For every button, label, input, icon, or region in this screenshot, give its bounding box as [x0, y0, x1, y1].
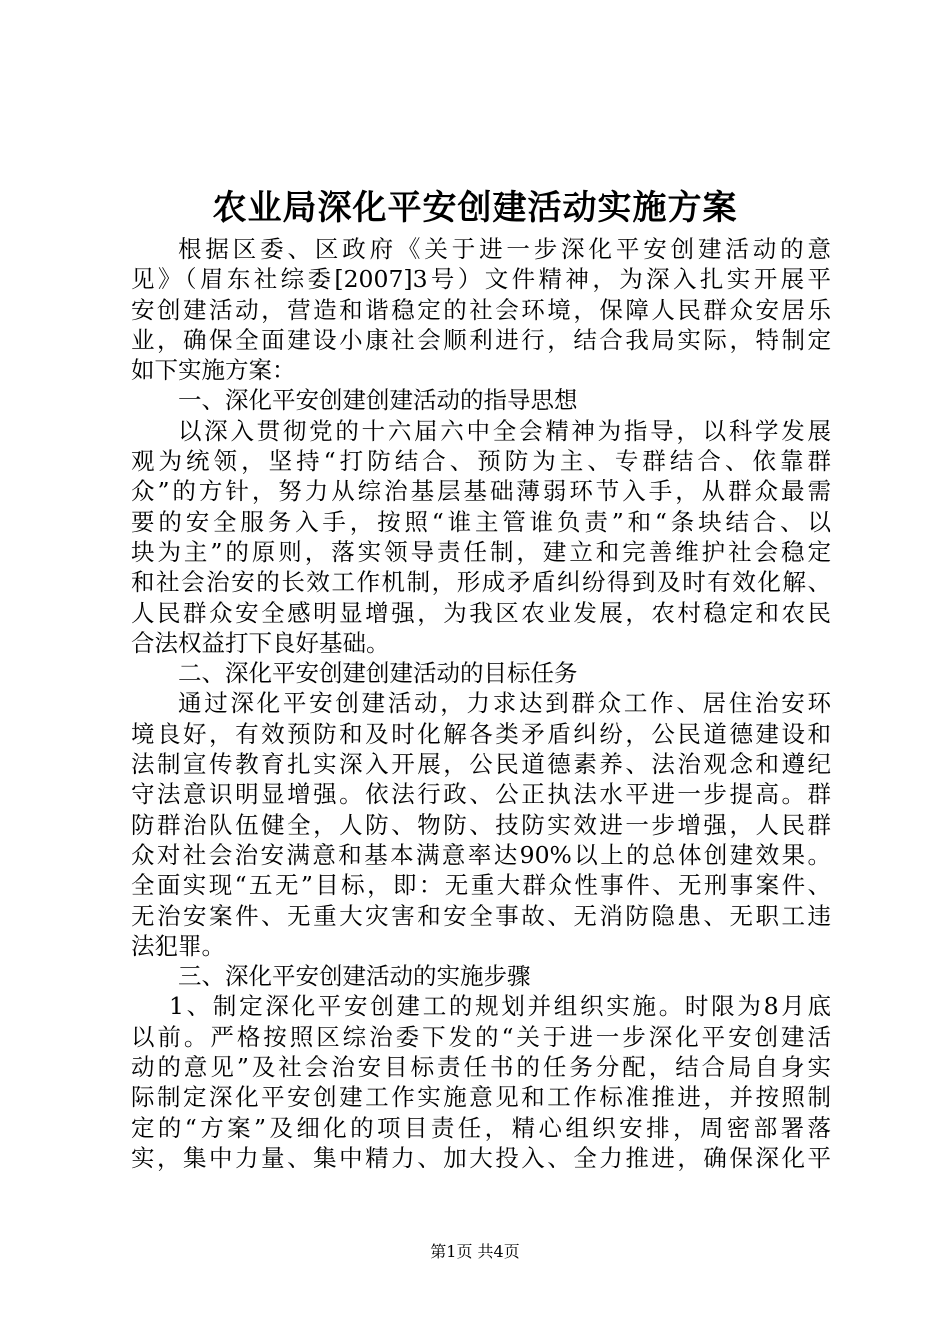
paragraph-line: 安创建活动，营造和谐稳定的社会环境，保障人民群众安居乐: [131, 295, 831, 324]
paragraph-line: 块为主”的原则，落实领导责任制，建立和完善维护社会稳定: [131, 537, 831, 566]
paragraph-line: 见》（眉东社综委[2007]3号）文件精神，为深入扎实开展平: [131, 265, 831, 294]
paragraph-line: 观为统领，坚持“打防结合、预防为主、专群结合、依靠群: [131, 447, 831, 476]
paragraph-line: 要的安全服务入手，按照“谁主管谁负责”和“条块结合、以: [131, 507, 831, 536]
paragraph-line: 如下实施方案：: [131, 356, 296, 385]
paragraph-line: 防群治队伍健全，人防、物防、技防实效进一步增强，人民群: [131, 810, 831, 839]
paragraph-line: 以深入贯彻党的十六届六中全会精神为指导，以科学发展: [178, 416, 831, 445]
paragraph-line: 业，确保全面建设小康社会顺利进行，结合我局实际，特制定: [131, 325, 831, 354]
section-heading: 二、深化平安创建创建活动的目标任务: [178, 659, 578, 688]
paragraph-line: 以前。严格按照区综治委下发的“关于进一步深化平安创建活: [131, 1022, 831, 1051]
paragraph-line: 境良好，有效预防和及时化解各类矛盾纠纷，公民道德建设和: [131, 719, 831, 748]
page-footer: 第1页 共4页: [430, 1242, 520, 1261]
paragraph-line: 合法权益打下良好基础。: [131, 628, 390, 657]
document-title: 农业局深化平安创建活动实施方案: [212, 188, 738, 228]
paragraph-line: 守法意识明显增强。依法行政、公正执法水平进一步提高。群: [131, 780, 831, 809]
paragraph-line: 动的意见”及社会治安目标责任书的任务分配，结合局自身实: [131, 1053, 831, 1082]
paragraph-line: 际制定深化平安创建工作实施意见和工作标准推进，并按照制: [131, 1083, 831, 1112]
paragraph-line: 实，集中力量、集中精力、加大投入、全力推进，确保深化平: [131, 1143, 831, 1172]
paragraph-line: 通过深化平安创建活动，力求达到群众工作、居住治安环: [178, 689, 831, 718]
paragraph-line: 众”的方针，努力从综治基层基础薄弱环节入手，从群众最需: [131, 477, 831, 506]
paragraph-line: 和社会治安的长效工作机制，形成矛盾纠纷得到及时有效化解、: [131, 568, 831, 597]
paragraph-line: 全面实现“五无”目标，即：无重大群众性事件、无刑事案件、: [131, 871, 831, 900]
paragraph-line: 法犯罪。: [131, 931, 225, 960]
paragraph-line: 定的“方案”及细化的项目责任，精心组织安排，周密部署落: [131, 1113, 831, 1142]
section-heading: 三、深化平安创建活动的实施步骤: [178, 962, 531, 991]
paragraph-line: 1、制定深化平安创建工的规划并组织实施。时限为8月底: [169, 992, 831, 1021]
paragraph-line: 法制宣传教育扎实深入开展，公民道德素养、法治观念和遵纪: [131, 750, 831, 779]
document-body: [131, 234, 831, 1173]
paragraph-line: 根据区委、区政府《关于进一步深化平安创建活动的意: [178, 235, 831, 263]
paragraph-line: 无治安案件、无重大灾害和安全事故、无消防隐患、无职工违: [131, 901, 831, 930]
section-heading: 一、深化平安创建创建活动的指导思想: [178, 386, 578, 415]
paragraph-line: 众对社会治安满意和基本满意率达90%以上的总体创建效果。: [131, 840, 831, 869]
paragraph-line: 人民群众安全感明显增强，为我区农业发展，农村稳定和农民: [131, 598, 831, 627]
